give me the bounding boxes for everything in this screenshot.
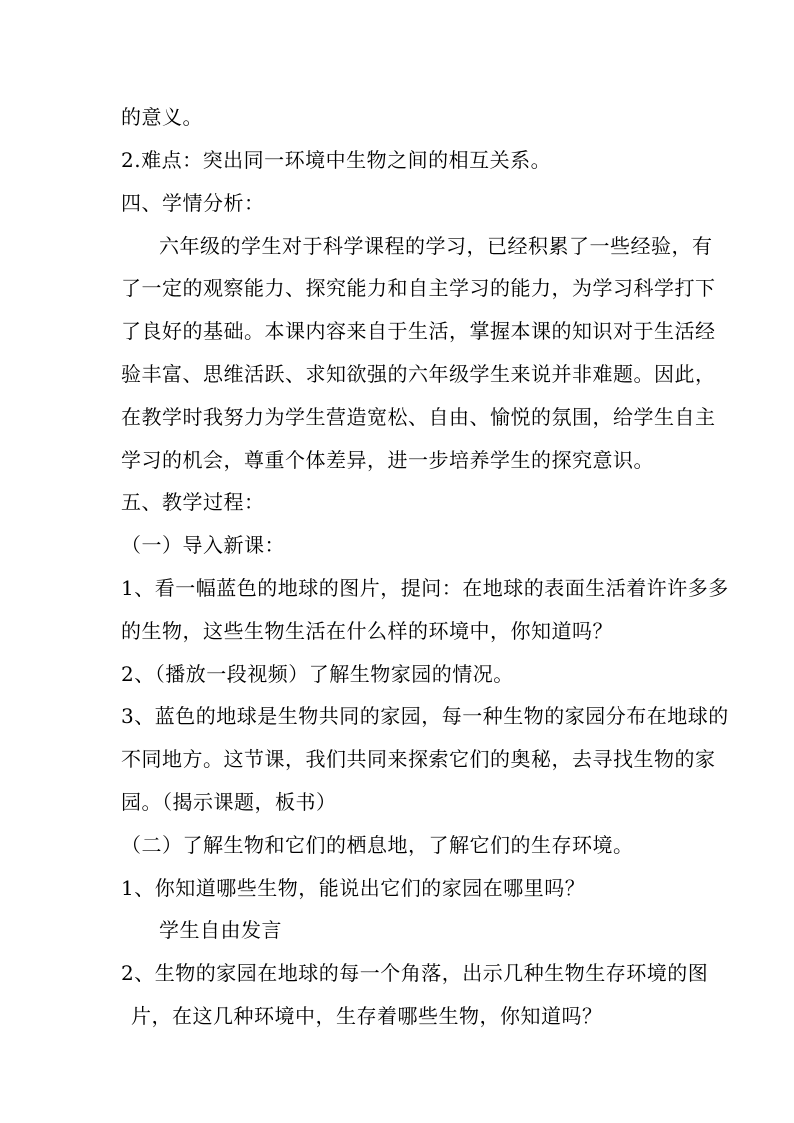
text-line: 了良好的基础。本课内容来自于生活，掌握本课的知识对于生活经 [121,319,716,343]
subsection-heading-habitats: （二）了解生物和它们的栖息地，了解它们的生存环境。 [121,833,634,857]
text-line: 了一定的观察能力、探究能力和自主学习的能力，为学习科学打下 [121,276,716,300]
section-heading-student-analysis: 四、学情分析： [121,191,265,215]
text-line: 不同地方。这节课，我们共同来探索它们的奥秘，去寻找生物的家 [121,747,716,771]
text-line: 1、看一幅蓝色的地球的图片，提问：在地球的表面生活着许许多多 [121,576,729,600]
text-line: 学习的机会，尊重个体差异，进一步培养学生的探究意识。 [121,448,654,472]
text-line: 园。（揭示课题，板书） [121,790,337,814]
text-line: 六年级的学生对于科学课程的学习，已经积累了一些经验，有 [159,234,713,258]
section-heading-teaching-process: 五、教学过程： [121,490,265,514]
text-line: 2、生物的家园在地球的每一个角落，出示几种生物生存环境的图 [121,961,709,985]
text-line: 学生自由发言 [159,918,282,942]
text-line: 2、（播放一段视频）了解生物家园的情况。 [121,662,514,686]
text-line: 在教学时我努力为学生营造宽松、自由、愉悦的氛围，给学生自主 [121,405,716,429]
subsection-heading-intro: （一）导入新课： [121,533,285,557]
text-line: 的生物，这些生物生活在什么样的环境中，你知道吗？ [121,619,613,643]
text-line: 3、蓝色的地球是生物共同的家园，每一种生物的家园分布在地球的 [121,704,729,728]
text-line: 的意义。 [121,105,203,129]
text-line: 验丰富、思维活跃、求知欲强的六年级学生来说并非难题。因此， [121,362,716,386]
text-line: 片，在这几种环境中，生存着哪些生物，你知道吗？ [131,1004,603,1028]
text-line: 1、你知道哪些生物，能说出它们的家园在哪里吗？ [121,876,586,900]
difficulty-point: 2.难点：突出同一环境中生物之间的相互关系。 [121,148,552,172]
